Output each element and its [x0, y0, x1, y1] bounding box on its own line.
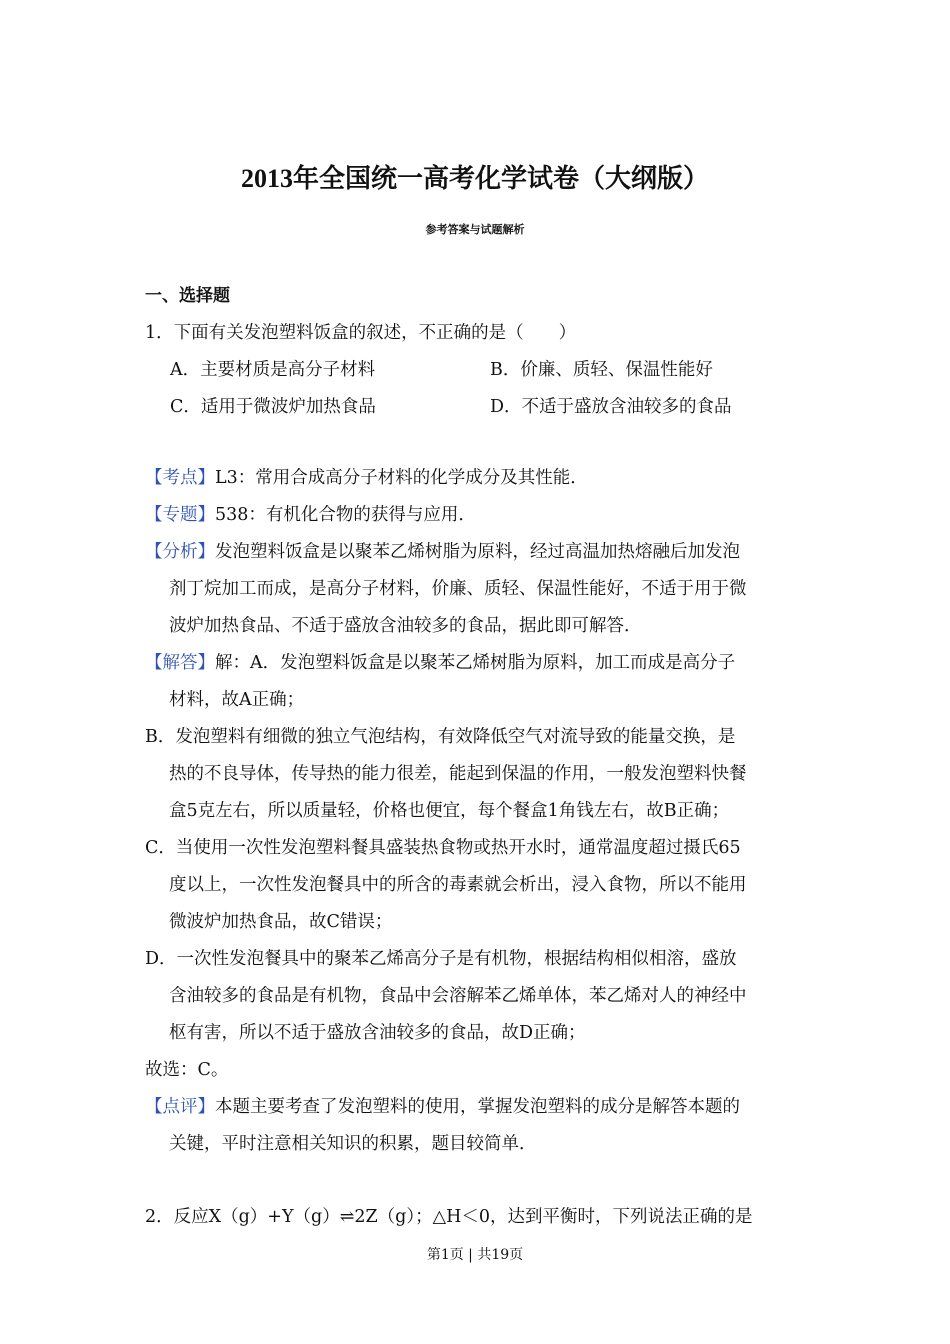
- fenxi-label: 【分析】: [145, 542, 215, 562]
- fenxi-line: 剂丁烷加工而成，是高分子材料，价廉、质轻、保温性能好，不适于用于微: [169, 579, 747, 599]
- answer: 故选：C。: [145, 1060, 229, 1080]
- fenxi-line: 发泡塑料饭盒是以聚苯乙烯树脂为原料，经过高温加热熔融后加发泡: [215, 542, 740, 562]
- document-subtitle: 参考答案与试题解析: [425, 223, 525, 236]
- kaodian-label: 【考点】: [145, 468, 215, 488]
- option-d: D．不适于盛放含油较多的食品: [490, 397, 732, 417]
- document-body: [145, 278, 810, 1236]
- explain-b-line: 热的不良导体，传导热的能力很差，能起到保温的作用，一般发泡塑料快餐: [169, 764, 747, 784]
- document-title: 2013年全国统一高考化学试卷（大纲版）: [240, 164, 709, 193]
- section-heading: 一、选择题: [145, 286, 230, 306]
- question-2-stem: 2．反应X（g）+Y（g）⇌2Z（g）；△H＜0，达到平衡时，下列说法正确的是: [145, 1207, 753, 1227]
- explain-c-line: C．当使用一次性发泡塑料餐具盛装热食物或热开水时，通常温度超过摄氏65: [145, 838, 741, 858]
- explain-c-line: 微波炉加热食品，故C错误；: [169, 912, 393, 932]
- option-a: A．主要材质是高分子材料: [170, 360, 376, 380]
- explain-d-line: 含油较多的食品是有机物，食品中会溶解苯乙烯单体，苯乙烯对人的神经中: [169, 986, 747, 1006]
- question-1-stem: 1．下面有关发泡塑料饭盒的叙述，不正确的是（ ）: [145, 323, 577, 343]
- jieda-label: 【解答】: [145, 653, 215, 673]
- page-footer: 第1页 | 共19页: [426, 1247, 524, 1263]
- jieda-line: 解：A．发泡塑料饭盒是以聚苯乙烯树脂为原料，加工而成是高分子: [215, 653, 736, 673]
- zhuanti-text: 538：有机化合物的获得与应用．: [215, 505, 476, 525]
- fenxi: [145, 534, 810, 571]
- explain-d-line: 枢有害，所以不适于盛放含油较多的食品，故D正确；: [169, 1023, 586, 1043]
- dianping-label: 【点评】: [145, 1097, 215, 1117]
- dianping-line: 关键，平时注意相关知识的积累，题目较简单．: [169, 1134, 537, 1154]
- explain-c-line: 度以上，一次性发泡餐具中的所含的毒素就会析出，浸入食物，所以不能用: [169, 875, 747, 895]
- zhuanti-label: 【专题】: [145, 505, 215, 525]
- kaodian-text: L3：常用合成高分子材料的化学成分及其性能．: [215, 468, 588, 488]
- option-b: B．价廉、质轻、保温性能好: [490, 360, 713, 380]
- explain-d-line: D．一次性发泡餐具中的聚苯乙烯高分子是有机物，根据结构相似相溶，盛放: [145, 949, 737, 969]
- explain-b-line: B．发泡塑料有细微的独立气泡结构，有效降低空气对流导致的能量交换，是: [145, 727, 736, 747]
- dianping-line: 本题主要考查了发泡塑料的使用，掌握发泡塑料的成分是解答本题的: [215, 1097, 740, 1117]
- question-1-options-row-1: [145, 352, 810, 389]
- explain-b-line: 盒5克左右，所以质量轻，价格也便宜，每个餐盒1角钱左右，故B正确；: [169, 801, 730, 821]
- fenxi-line: 波炉加热食品、不适于盛放含油较多的食品，据此即可解答．: [169, 616, 642, 636]
- option-c: C．适用于微波炉加热食品: [170, 397, 376, 417]
- kaodian: [145, 460, 810, 497]
- question-1-options-row-2: [145, 389, 810, 426]
- dianping: [145, 1089, 810, 1126]
- zhuanti: [145, 497, 810, 534]
- jieda: [145, 645, 810, 682]
- jieda-line: 材料，故A正确；: [169, 690, 305, 710]
